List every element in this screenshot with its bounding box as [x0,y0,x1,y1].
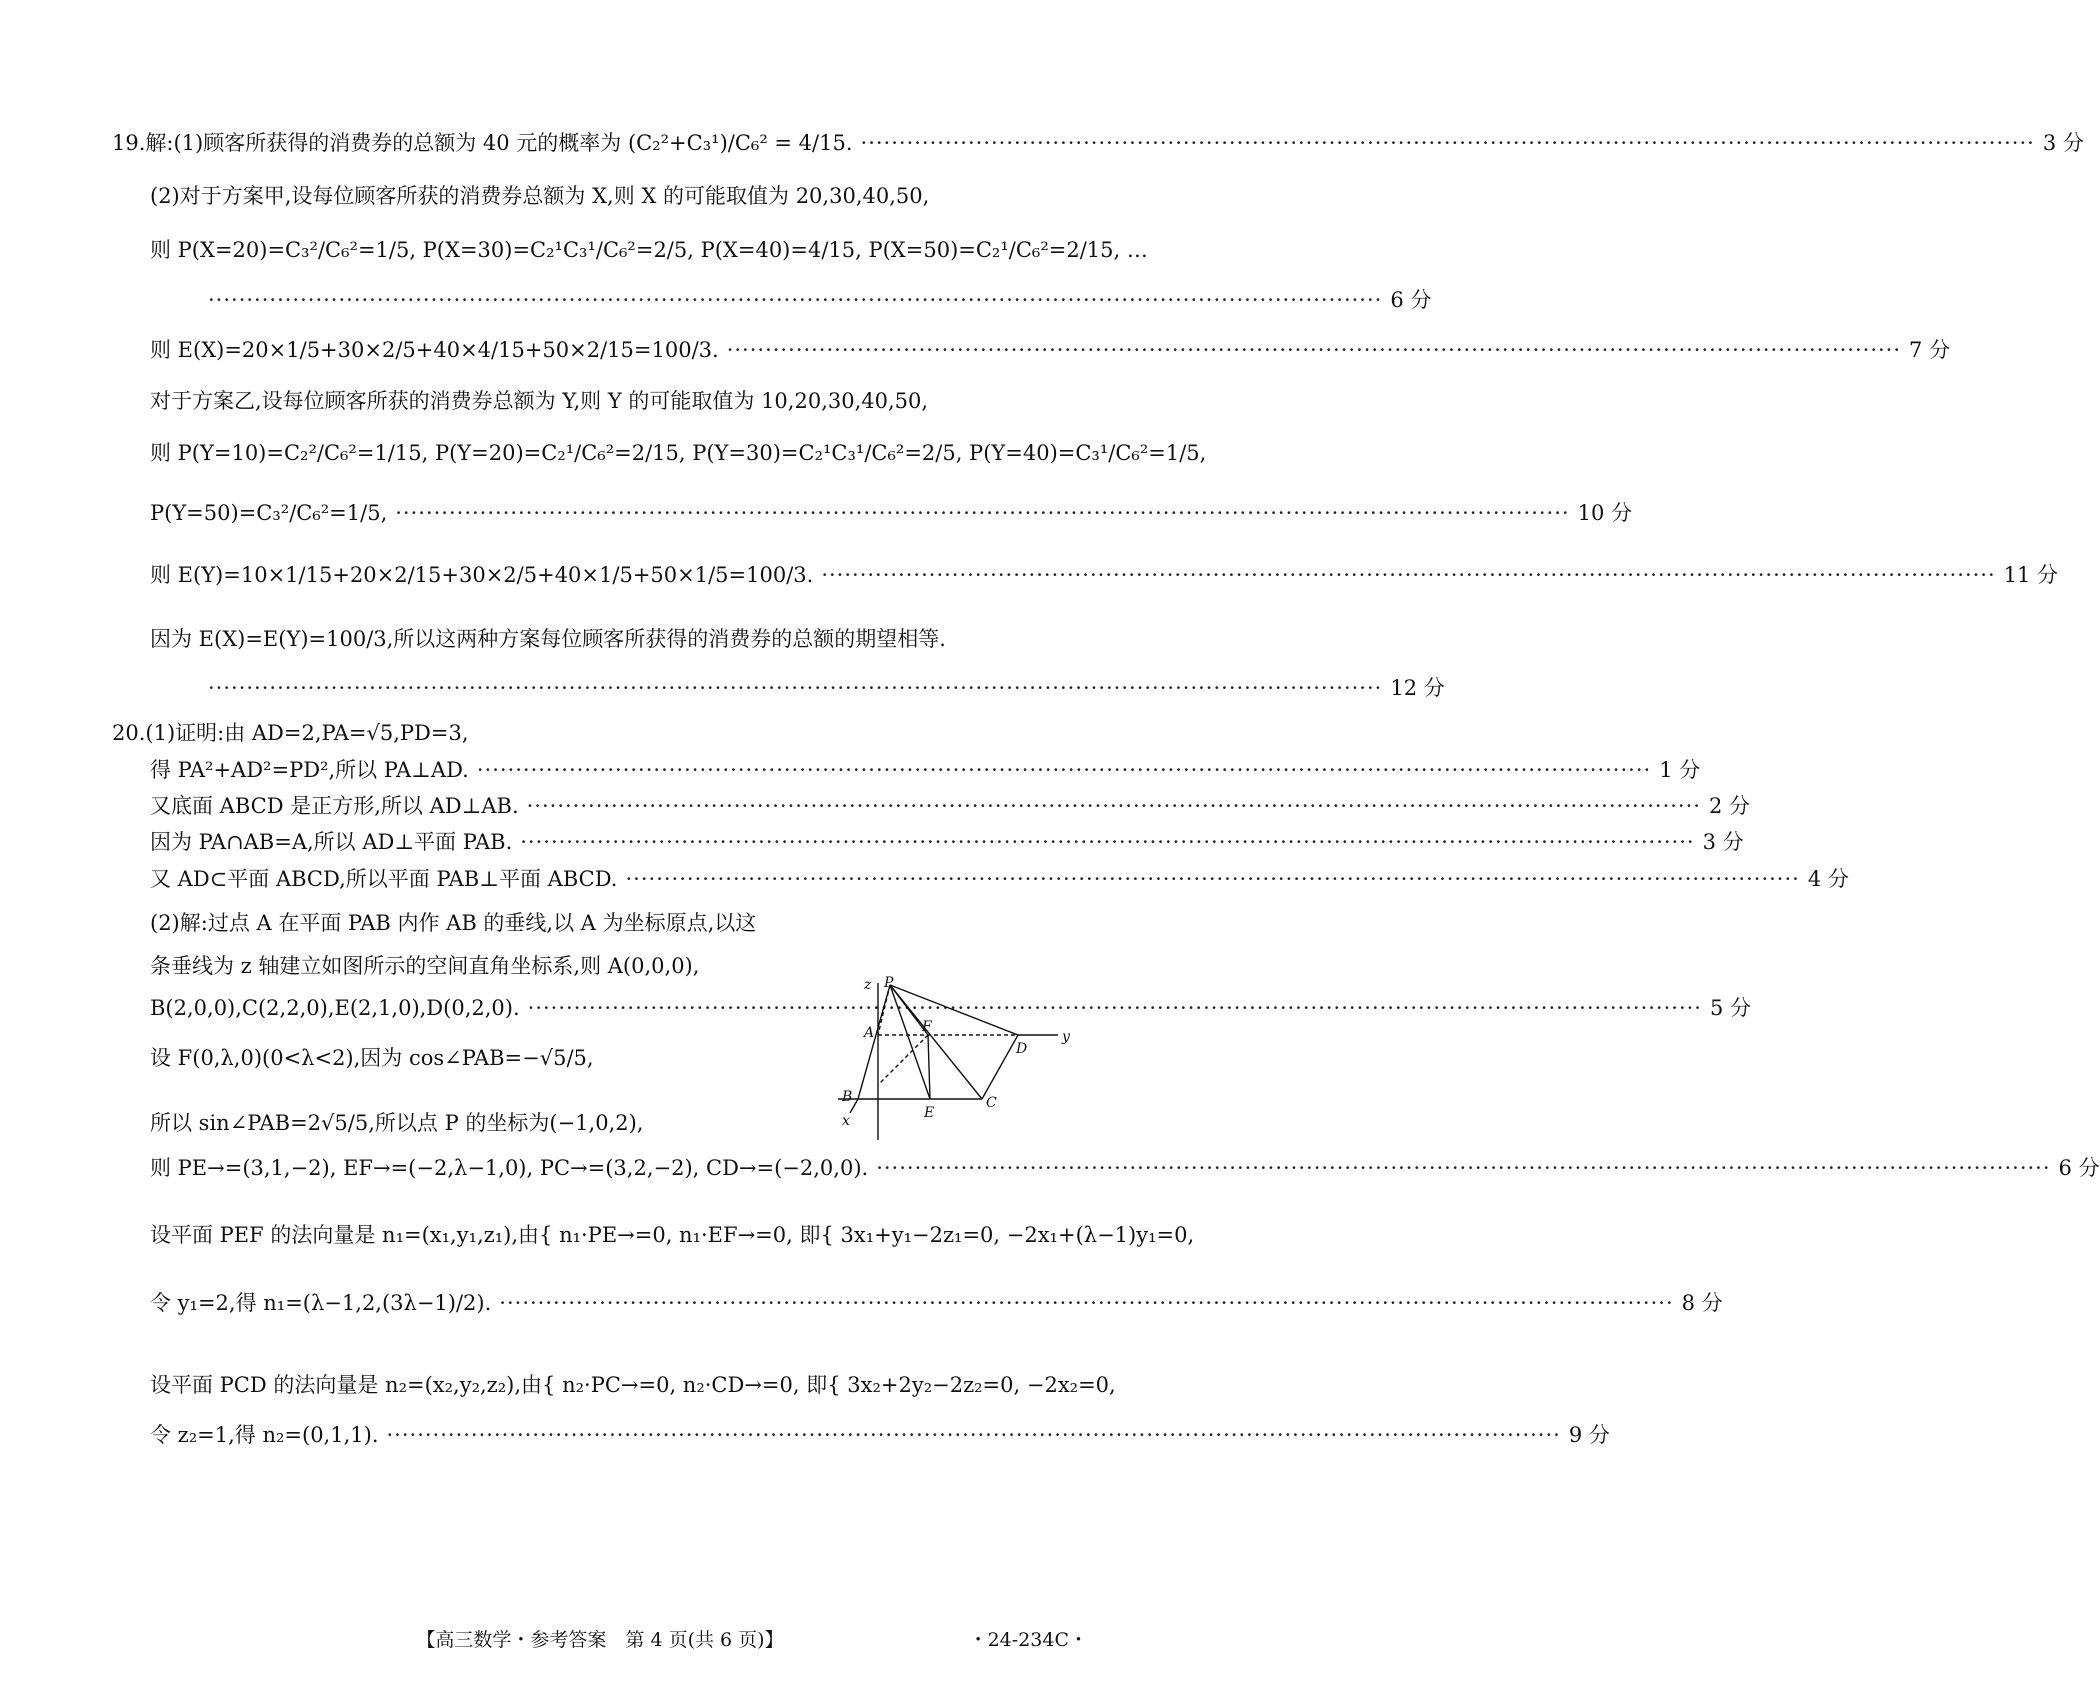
line-19: B(2,0,0),C(2,2,0),E(2,1,0),D(0,2,0). ····· 5 分 [150,995,840,1022]
label-x: x [842,1113,850,1129]
page-footer [0,1625,1200,1655]
edge-fe [928,1035,930,1099]
dot-leader [208,287,1382,314]
line-22: 则 PE→=(3,1,−2), EF→=(−2,λ−1,0), PC→=(3,2,−2), CD→=(−2,0,0). ····· 6 分 [150,1155,1088,1182]
edge-cd [982,1035,1018,1099]
dot-leader [727,337,1901,364]
x-axis-dashed [878,1035,928,1085]
line-9: 则 E(Y)=10×1/15+20×2/15+30×2/5+40×1/5+50×1/5=100/3. ····· 11 分 [150,562,1088,589]
line-18: 条垂线为 z 轴建立如图所示的空间直角坐标系,则 A(0,0,0), [150,954,700,978]
line-1: 19.解:(1)顾客所获得的消费券的总额为 40 元的概率为 (C₂²+C₃¹)/C₆² = 4/15. ····· 3 分 [112,130,1088,157]
footer-code: ・24-234C・ [968,1629,1088,1651]
dot-leader [861,130,2035,157]
line-10: 因为 E(X)=E(Y)=100/3,所以这两种方案每位顾客所获得的消费券的总额的期望相等. [150,627,946,651]
dot-leader [626,866,1800,893]
line-14: 又底面 ABCD 是正方形,所以 AD⊥AB. ····· 2 分 [150,793,1088,820]
footer-title: 【高三数学・参考答案 第 4 页(共 6 页)】 [416,1629,784,1651]
dot-leader [499,1290,1673,1317]
line-20: 设 F(0,λ,0)(0<λ<2),因为 cos∠PAB=−√5/5, [150,1046,594,1070]
label-y: y [1062,1029,1070,1045]
label-e: E [924,1105,935,1121]
label-p: P [884,975,894,991]
line-11: ····· 12 分 [200,675,1088,702]
dot-leader [395,500,1569,527]
line-25: 设平面 PCD 的法向量是 n₂=(x₂,y₂,z₂),由{ n₂·PC→=0, n₂·CD→=0, 即{ 3x₂+2y₂−2z₂=0, −2x₂=0, [150,1373,1116,1397]
edge-pa [878,985,890,1035]
line-21: 所以 sin∠PAB=2√5/5,所以点 P 的坐标为(−1,0,2), [150,1111,644,1135]
edge-pe [890,985,930,1099]
label-a: A [864,1025,875,1041]
line-8: P(Y=50)=C₃²/C₆²=1/5, ····· 10 分 [150,500,1088,527]
label-z: z [864,977,872,993]
dot-leader [527,793,1701,820]
dot-leader [387,1422,1561,1449]
line-15: 因为 PA∩AB=A,所以 AD⊥平面 PAB. ····· 3 分 [150,829,1088,856]
dot-leader [821,562,1995,589]
line-16: 又 AD⊂平面 ABCD,所以平面 PAB⊥平面 ABCD. ····· 4 分 [150,866,1088,893]
line-5: 则 E(X)=20×1/5+30×2/5+40×4/15+50×2/15=100/3. ····· 7 分 [150,337,1088,364]
dot-leader [520,829,1694,856]
dot-leader [477,757,1651,784]
line-17: (2)解:过点 A 在平面 PAB 内作 AB 的垂线,以 A 为坐标原点,以这 [150,911,757,935]
pyramid-coordinate-figure [842,975,1098,1175]
line-23: 设平面 PEF 的法向量是 n₁=(x₁,y₁,z₁),由{ n₁·PE→=0, n₁·EF→=0, 即{ 3x₁+y₁−2z₁=0, −2x₁+(λ−1)y₁=0, [150,1223,1195,1247]
line-7: 则 P(Y=10)=C₂²/C₆²=1/15, P(Y=20)=C₂¹/C₆²=2/15, P(Y=30)=C₂¹C₃¹/C₆²=2/5, P(Y=40)=C₃¹/C₆²=1/5, [150,441,1207,465]
dot-leader [876,1155,2050,1182]
label-f: F [922,1019,932,1035]
line-26: 令 z₂=1,得 n₂=(0,1,1). ····· 9 分 [150,1422,1088,1449]
line-6: 对于方案乙,设每位顾客所获的消费券总额为 Y,则 Y 的可能取值为 10,20,30,40,50, [150,389,929,413]
line-2: (2)对于方案甲,设每位顾客所获的消费券总额为 X,则 X 的可能取值为 20,30,40,50, [150,184,930,208]
line-4: ····· 6 分 [200,287,1088,314]
label-c: C [986,1095,997,1111]
dot-leader [208,675,1382,702]
dot-leader [528,995,1702,1022]
line-24: 令 y₁=2,得 n₁=(λ−1,2,(3λ−1)/2). ····· 8 分 [150,1290,1088,1317]
line-3: 则 P(X=20)=C₃²/C₆²=1/5, P(X=30)=C₂¹C₃¹/C₆²=2/5, P(X=40)=4/15, P(X=50)=C₂¹/C₆²=2/15, … [150,238,1148,262]
line-12: 20.(1)证明:由 AD=2,PA=√5,PD=3, [112,721,469,745]
label-b: B [842,1089,853,1105]
label-d: D [1016,1041,1028,1057]
line-13: 得 PA²+AD²=PD²,所以 PA⊥AD. ····· 1 分 [150,757,1088,784]
